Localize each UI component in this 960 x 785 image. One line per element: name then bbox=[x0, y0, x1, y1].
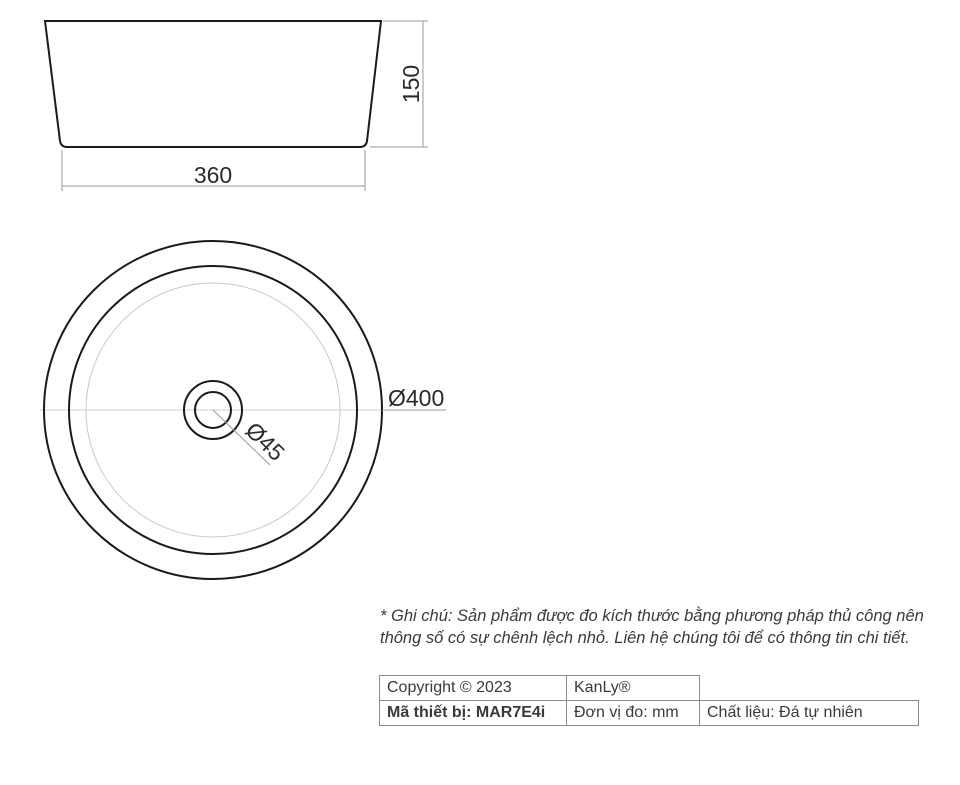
table-row bbox=[380, 676, 919, 701]
brand-cell: KanLy® bbox=[567, 676, 700, 701]
top-view bbox=[40, 241, 446, 579]
info-table bbox=[379, 675, 919, 726]
height-label: 150 bbox=[398, 64, 424, 104]
side-view bbox=[45, 21, 428, 191]
empty-cell bbox=[700, 676, 919, 701]
device-code-cell: Mã thiết bị: MAR7E4i bbox=[380, 701, 567, 726]
unit-cell: Đơn vị đo: mm bbox=[567, 701, 700, 726]
outer-diameter-label: Ø400 bbox=[388, 385, 445, 411]
table-row bbox=[380, 701, 919, 726]
measurement-note: * Ghi chú: Sản phẩm được đo kích thước bằng phương pháp thủ công nên thông số có sự chênh lệch nhỏ. Liên hệ chúng tôi để có thông tin chi tiết. bbox=[380, 607, 924, 647]
drain-diameter-label: Ø45 bbox=[240, 416, 290, 466]
material-cell: Chất liệu: Đá tự nhiên bbox=[700, 701, 919, 726]
width-dimension bbox=[62, 150, 365, 191]
copyright-cell: Copyright © 2023 bbox=[380, 676, 567, 701]
basin-side-profile bbox=[45, 21, 381, 147]
width-label: 360 bbox=[193, 162, 233, 188]
